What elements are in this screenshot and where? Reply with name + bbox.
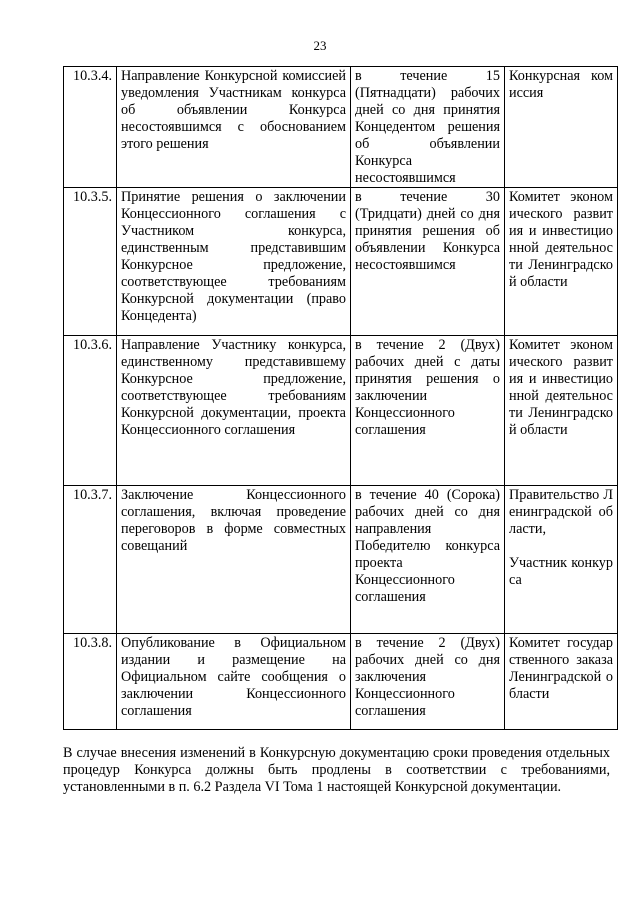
responsible-party: Участник конкурса — [509, 555, 613, 588]
table-row — [64, 188, 618, 336]
row-term: в течение 2 (Двух) рабочих дней со дня заключения Концессионного соглашения — [351, 634, 505, 730]
row-number: 10.3.6. — [64, 336, 117, 486]
row-responsible — [505, 336, 618, 486]
row-action: Принятие решения о заключении Концессионного соглашения с Участником конкурса, единственным представившим Конкурсное предложение, соответствующее требованиям Конкурсной документации (право Концедента) — [117, 188, 351, 336]
responsible-party: Комитет государственного заказа Ленинградской области — [509, 635, 613, 702]
row-responsible — [505, 634, 618, 730]
responsible-party: Комитет экономического развития и инвестиционной деятельности Ленинградской области — [509, 337, 613, 438]
row-term: в течение 40 (Сорока) рабочих дней со дня направления Победителю конкурса проекта Концессионного соглашения — [351, 486, 505, 634]
responsible-party: Комитет экономического развития и инвестиционной деятельности Ленинградской области — [509, 189, 613, 290]
row-term: в течение 15 (Пятнадцати) рабочих дней со дня принятия Концедентом решения об объявлении Конкурса несостоявшимся — [351, 67, 505, 188]
row-term: в течение 30 (Тридцати) дней со дня принятия решения об объявлении Конкурса несостоявшимся — [351, 188, 505, 336]
row-responsible — [505, 188, 618, 336]
row-number: 10.3.4. — [64, 67, 117, 188]
row-term: в течение 2 (Двух) рабочих дней с даты принятия решения о заключении Концессионного соглашения — [351, 336, 505, 486]
row-number: 10.3.5. — [64, 188, 117, 336]
table-row — [64, 634, 618, 730]
page-number: 23 — [313, 38, 327, 53]
row-action: Заключение Концессионного соглашения, включая проведение переговоров в форме совместных совещаний — [117, 486, 351, 634]
row-action: Направление Конкурсной комиссией уведомления Участникам конкурса об объявлении Конкурса несостоявшимся с обоснованием этого решения — [117, 67, 351, 188]
procedure-table — [63, 66, 618, 730]
row-number: 10.3.8. — [64, 634, 117, 730]
row-responsible — [505, 67, 618, 188]
responsible-party: Правительство Ленинградской области, — [509, 487, 613, 537]
row-action: Направление Участнику конкурса, единственному представившему Конкурсное предложение, соответствующее требованиям Конкурсной документации, проекта Концессионного соглашения — [117, 336, 351, 486]
table-row — [64, 67, 618, 188]
row-responsible — [505, 486, 618, 634]
responsible-party: Конкурсная комиссия — [509, 68, 613, 101]
row-action: Опубликование в Официальном издании и размещение на Официальном сайте сообщения о заключении Концессионного соглашения — [117, 634, 351, 730]
table-row — [64, 486, 618, 634]
table-row — [64, 336, 618, 486]
row-number: 10.3.7. — [64, 486, 117, 634]
footnote-paragraph: В случае внесения изменений в Конкурсную документацию сроки проведения отдельных процедур Конкурса должны быть продлены в соответствии с требованиями, установленными в п. 6.2 Раздела VI Тома 1 настоящей Конкурсной документации. — [63, 745, 610, 795]
